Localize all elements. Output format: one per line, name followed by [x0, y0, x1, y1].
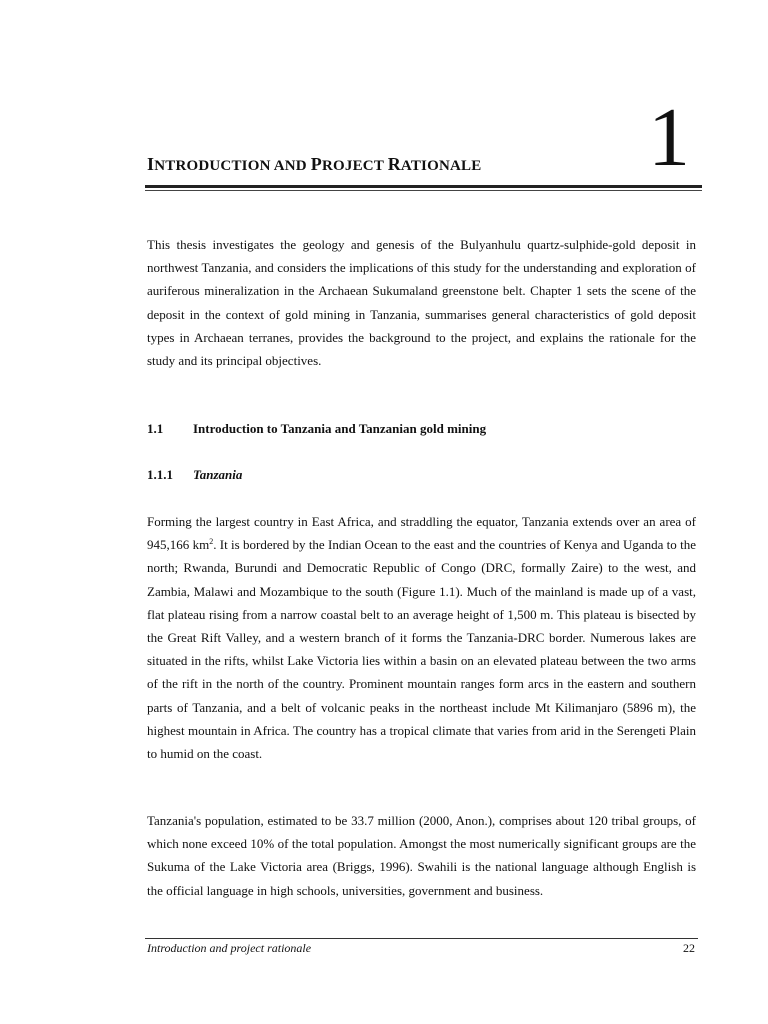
- chapter-title-part: R: [387, 154, 401, 174]
- section-title: Introduction to Tanzania and Tanzanian gold mining: [193, 421, 487, 436]
- chapter-rule-thin: [145, 190, 702, 191]
- tanzania-paragraph-text: Forming the largest country in East Africa, and straddling the equator, Tanzania extends over an area of 945,166 km: [147, 514, 696, 553]
- chapter-title-part: NTRODUCTION AND: [154, 158, 311, 174]
- tanzania-paragraph: [147, 510, 696, 765]
- section-number: 1.1.1: [147, 467, 173, 482]
- superscript: 2: [209, 537, 214, 547]
- section-heading-1-1-1: [147, 467, 242, 483]
- chapter-title-part: ROJECT: [321, 158, 388, 174]
- footer-running-title: Introduction and project rationale: [147, 941, 312, 955]
- section-heading-1-1: [147, 421, 486, 437]
- chapter-title-part: I: [147, 154, 155, 174]
- section-number: 1.1: [147, 421, 164, 436]
- chapter-title-part: ATIONALE: [400, 158, 482, 174]
- section-title: Tanzania: [193, 467, 243, 482]
- chapter-title: [147, 154, 481, 175]
- footer-rule: [145, 938, 698, 939]
- chapter-number: 1: [648, 91, 690, 184]
- footer-page-number: 22: [683, 941, 695, 955]
- intro-paragraph: This thesis investigates the geology and genesis of the Bulyanhulu quartz-sulphide-gold deposit in northwest Tanzania, and considers the implications of this study for the understanding and exploration of auriferous mineralization in the Archaean Sukumaland greenstone belt. Chapter 1 sets the scene of the deposit in the context of gold mining in Tanzania, summarises general characteristics of gold deposit types in Archaean terranes, provides the background to the project, and explains the rationale for the study and its principal objectives.: [147, 237, 696, 369]
- chapter-rule-thick: [145, 185, 702, 188]
- population-paragraph: Tanzania's population, estimated to be 33.7 million (2000, Anon.), comprises about 120 tribal groups, of which none exceed 10% of the total population. Amongst the most numerically significant groups are the Sukuma of the Lake Victoria area (Briggs, 1996). Swahili is the national language although English is the official language in high schools, universities, government and business.: [147, 813, 696, 898]
- chapter-title-part: P: [310, 154, 322, 174]
- tanzania-paragraph-text: . It is bordered by the Indian Ocean to the east and the countries of Kenya and Uganda to the north; Rwanda, Burundi and Democratic Republic of Congo (DRC, formally Zaire) to the west, and Zambia, Malawi and Mozambique to the south (Figure 1.1). Much of the mainland is made up of a vast, flat plateau rising from a narrow coastal belt to an average height of 1,500 m. This plateau is bisected by the Great Rift Valley, and a western branch of it forms the Tanzania-DRC border. Numerous lakes are situated in the rifts, whilst Lake Victoria lies within a basin on an elevated plateau between the two arms of the rift in the north of the country. Prominent mountain ranges form arcs in the eastern and southern parts of Tanzania, and a belt of volcanic peaks in the northeast include Mt Kilimanjaro (5896 m), the highest mountain in Africa. The country has a tropical climate that varies from arid in the Serengeti Plain to humid on the coast.: [147, 537, 696, 762]
